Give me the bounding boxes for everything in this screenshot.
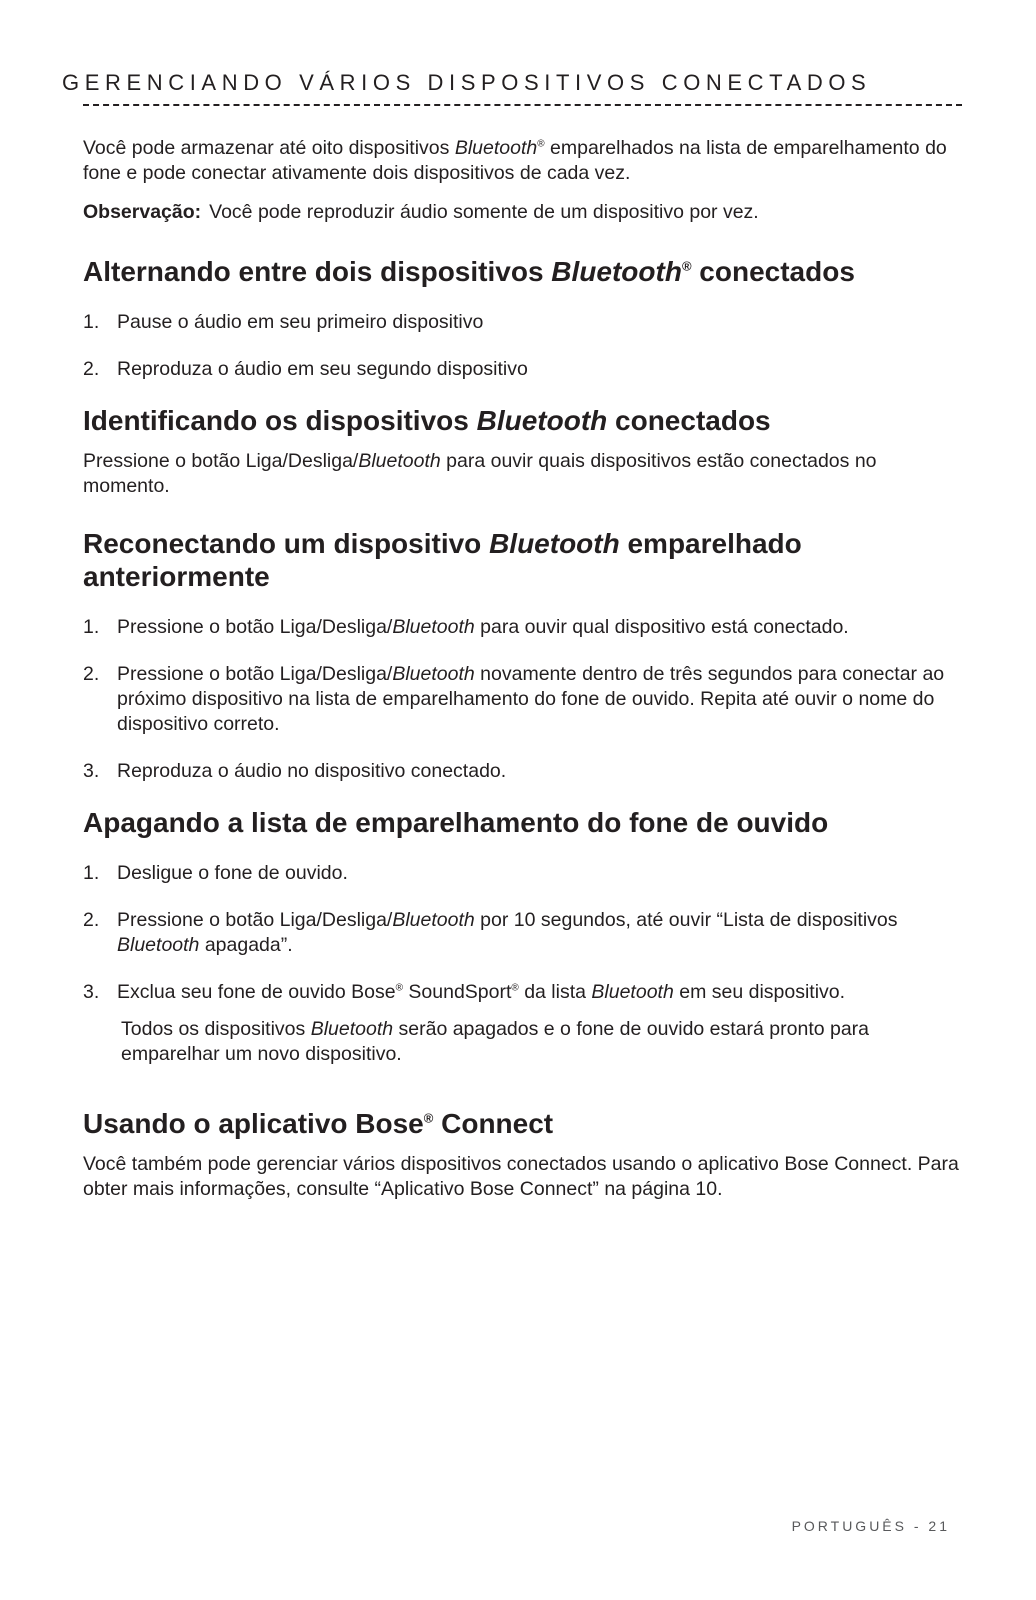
list-item: 3. Exclua seu fone de ouvido Bose® SoundSport® da lista Bluetooth em seu dispositivo. bbox=[83, 981, 846, 1003]
list-item: 1. Pause o áudio em seu primeiro dispositivo bbox=[83, 311, 484, 333]
list-item: 2. Pressione o botão Liga/Desliga/Bluetooth novamente dentro de três segundos para conectar ao próximo dispositivo na lista de emparelhamento do fone de ouvido. Repita até ouvir o nome do dispositivo correto. bbox=[83, 663, 945, 735]
heading-clearing-pairing-list: Apagando a lista de emparelhamento do fone de ouvido bbox=[83, 807, 829, 838]
note-paragraph bbox=[83, 200, 963, 225]
heading-switching-devices: Alternando entre dois dispositivos Bluetooth® conectados bbox=[83, 256, 855, 287]
reconnecting-steps bbox=[83, 615, 963, 784]
list-item: 3. Reproduza o áudio no dispositivo conectado. bbox=[83, 760, 507, 782]
page-content bbox=[83, 136, 963, 1216]
page-footer: PORTUGUÊS - 21 bbox=[791, 1518, 950, 1534]
note-label: Observação: bbox=[83, 201, 202, 223]
clearing-result-note: Todos os dispositivos Bluetooth serão apagados e o fone de ouvido estará pronto para emparelhar um novo dispositivo. bbox=[121, 1018, 870, 1065]
bose-connect-paragraph: Você também pode gerenciar vários dispositivos conectados usando o aplicativo Bose Connect. Para obter mais informações, consulte “Aplicativo Bose Connect” na página 10. bbox=[83, 1153, 959, 1200]
list-item: 1. Pressione o botão Liga/Desliga/Bluetooth para ouvir qual dispositivo está conectado. bbox=[83, 616, 849, 638]
heading-identifying-devices: Identificando os dispositivos Bluetooth conectados bbox=[83, 405, 771, 436]
section-header: GERENCIANDO VÁRIOS DISPOSITIVOS CONECTADOS bbox=[62, 70, 872, 95]
identifying-paragraph: Pressione o botão Liga/Desliga/Bluetooth para ouvir quais dispositivos estão conectados no momento. bbox=[83, 450, 877, 497]
header-dashed-rule bbox=[83, 104, 962, 106]
heading-reconnecting-device: Reconectando um dispositivo Bluetooth emparelhado anteriormente bbox=[83, 528, 802, 592]
list-item: 2. Reproduza o áudio em seu segundo dispositivo bbox=[83, 358, 528, 380]
switching-steps bbox=[83, 310, 963, 382]
heading-bose-connect-app: Usando o aplicativo Bose® Connect bbox=[83, 1108, 554, 1139]
list-item: 1. Desligue o fone de ouvido. bbox=[83, 862, 348, 884]
intro-paragraph: Você pode armazenar até oito dispositivos Bluetooth® emparelhados na lista de emparelhamento do fone e pode conectar ativamente dois dispositivos de cada vez. bbox=[83, 137, 947, 184]
clearing-steps bbox=[83, 861, 963, 1005]
note-text: Você pode reproduzir áudio somente de um dispositivo por vez. bbox=[209, 201, 759, 223]
list-item: 2. Pressione o botão Liga/Desliga/Bluetooth por 10 segundos, até ouvir “Lista de dispositivos Bluetooth apagada”. bbox=[83, 909, 898, 956]
